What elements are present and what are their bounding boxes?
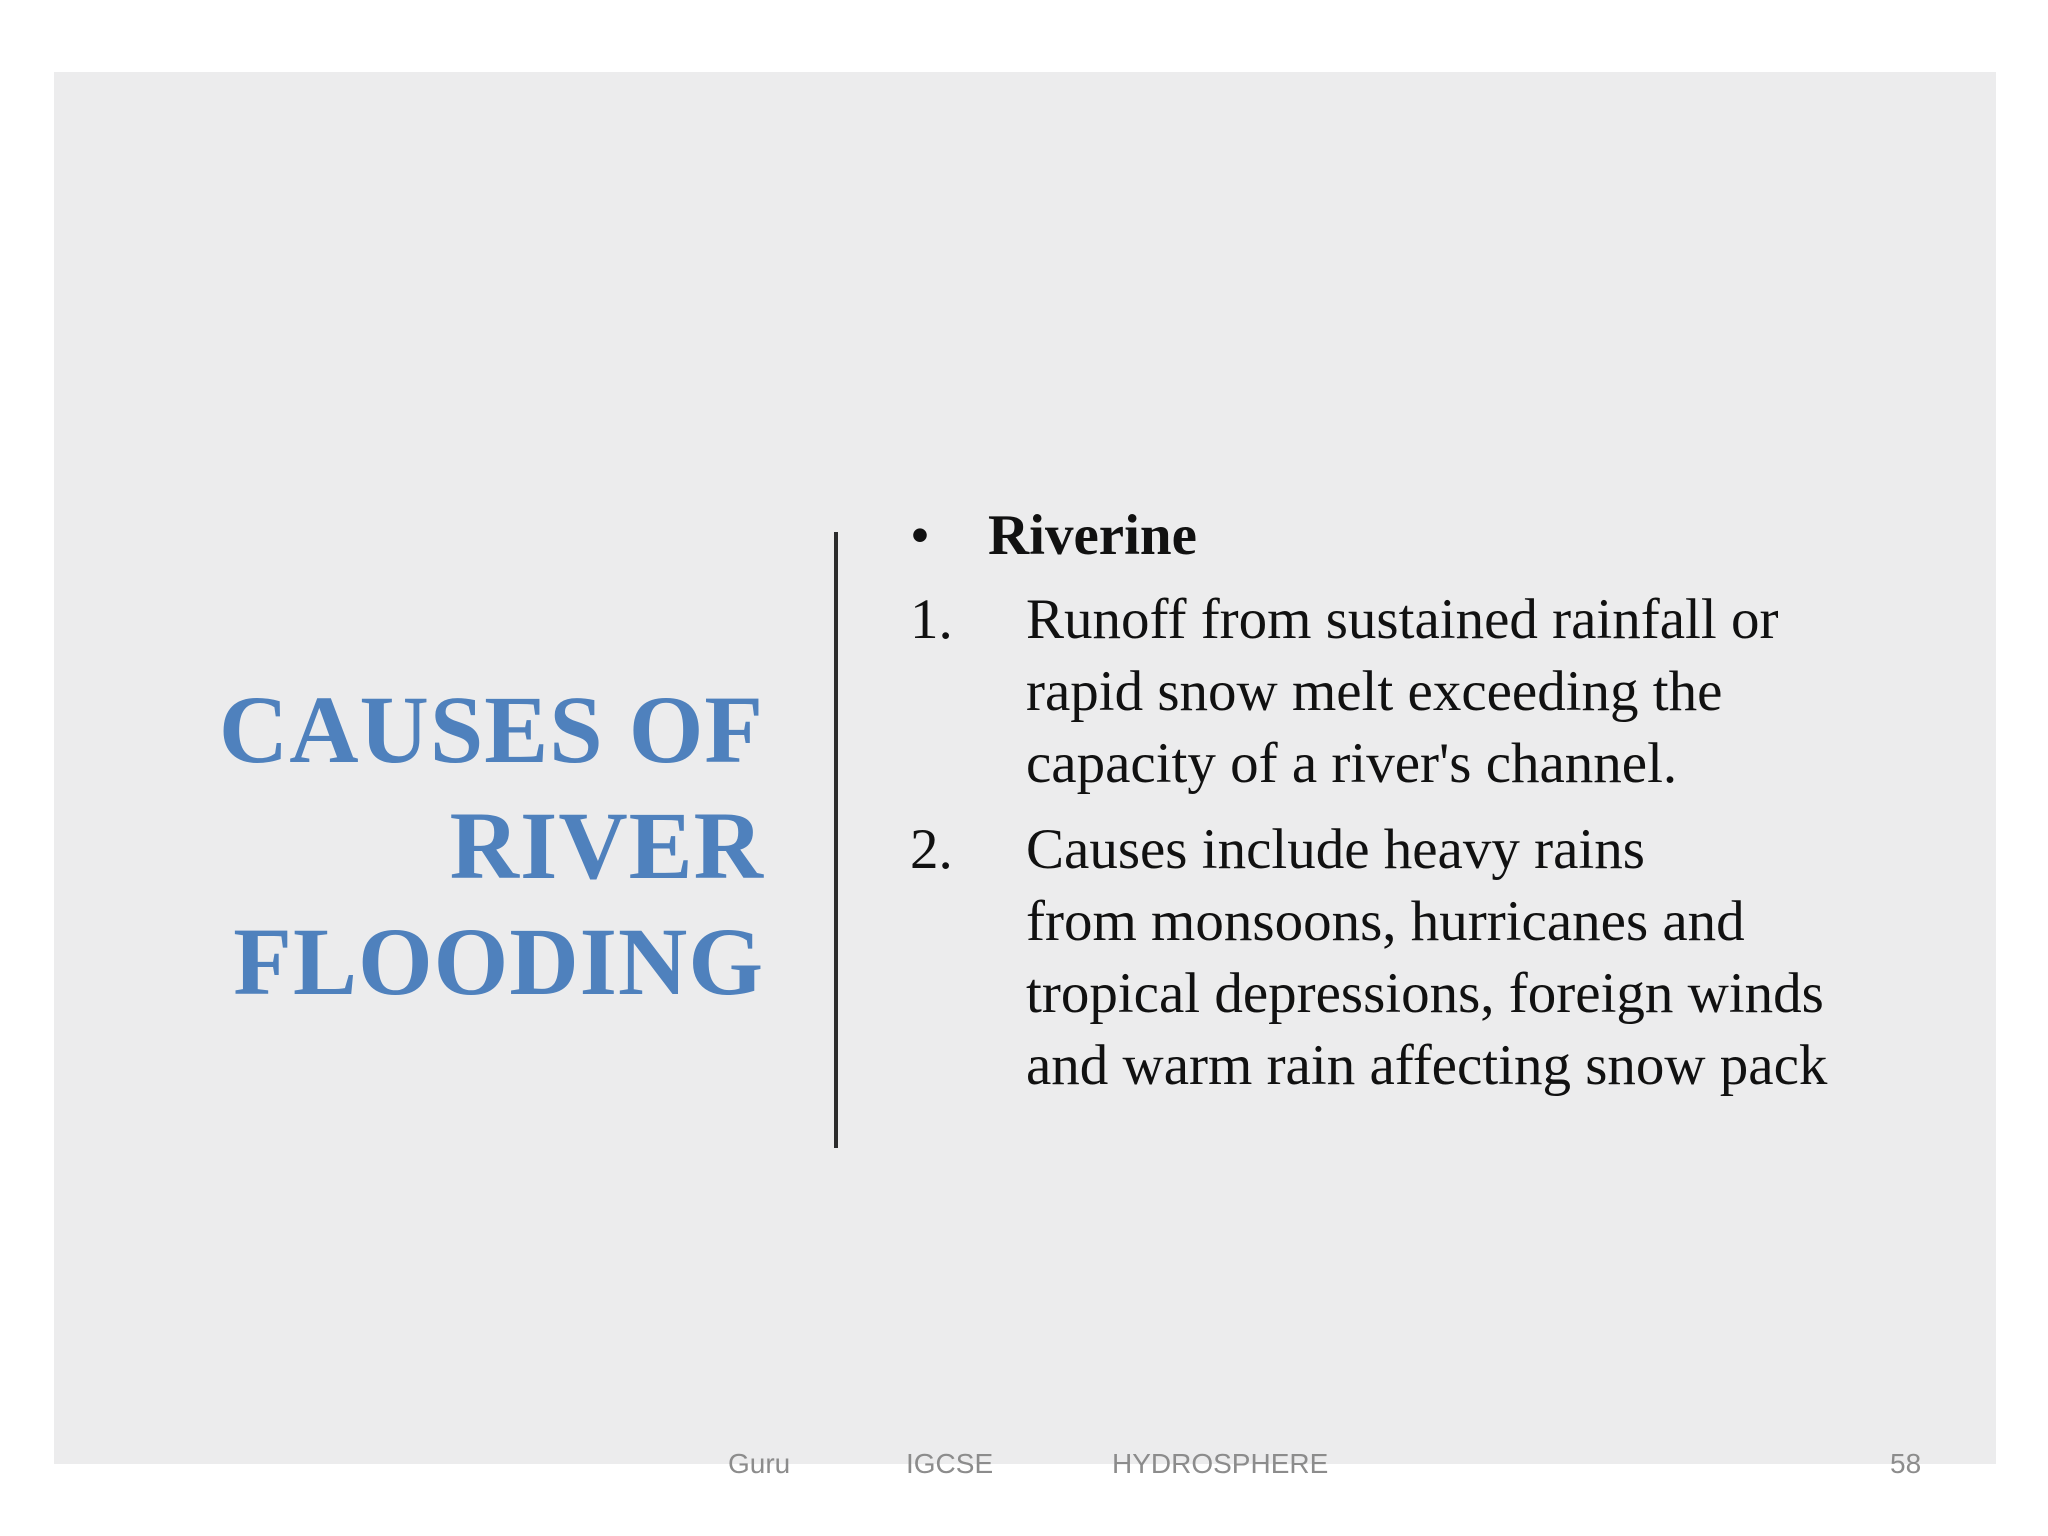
bullet-item	[910, 500, 2010, 572]
slide-title	[154, 672, 764, 1020]
item-line: rapid snow melt exceeding the	[1026, 660, 1723, 723]
title-line: CAUSES OF	[218, 676, 764, 783]
footer-author: Guru	[728, 1448, 791, 1479]
footer-page-number: 58	[1890, 1448, 1922, 1479]
item-number: 2.	[910, 818, 953, 881]
numbered-item	[910, 584, 2010, 800]
bullet-label: Riverine	[988, 504, 1197, 567]
item-line: tropical depressions, foreign winds	[1026, 962, 1824, 1025]
item-line: Causes include heavy rains	[1026, 818, 1645, 881]
vertical-divider	[834, 532, 838, 1148]
item-number: 1.	[910, 588, 953, 651]
numbered-item	[910, 814, 2010, 1102]
item-line: and warm rain affecting snow pack	[1026, 1034, 1828, 1097]
title-line: FLOODING	[233, 908, 764, 1015]
item-line: Runoff from sustained rainfall or	[1026, 588, 1779, 651]
item-text	[1026, 584, 1778, 800]
footer-course: IGCSE	[906, 1448, 994, 1479]
footer-topic: HYDROSPHERE	[1112, 1448, 1329, 1479]
item-line: from monsoons, hurricanes and	[1026, 890, 1745, 953]
bullet-icon: •	[910, 504, 930, 567]
item-line: capacity of a river's channel.	[1026, 732, 1678, 795]
title-line: RIVER	[449, 792, 764, 899]
slide-content	[910, 500, 2010, 1116]
slide	[54, 72, 1996, 1464]
item-text	[1026, 814, 1827, 1102]
